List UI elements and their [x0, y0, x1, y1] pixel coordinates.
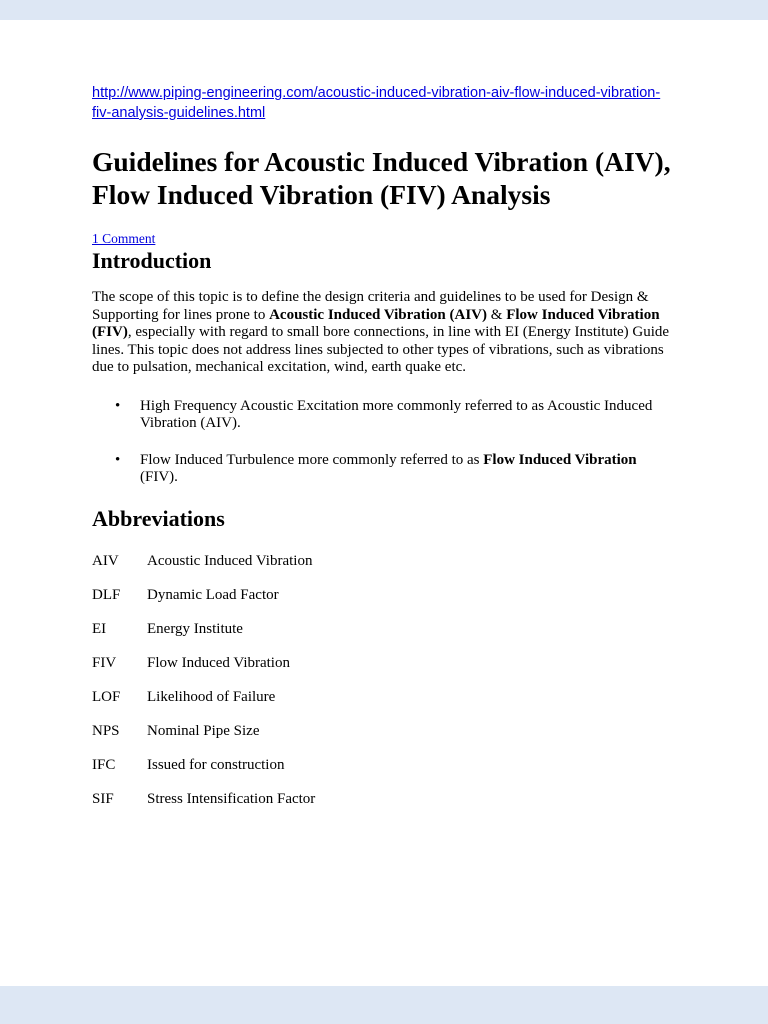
bullet-text-part: (FIV). [140, 469, 178, 485]
abbreviation-key: EI [92, 620, 107, 637]
abbreviation-definition: Dynamic Load Factor [147, 586, 279, 603]
comments-link[interactable]: 1 Comment [92, 231, 156, 246]
abbreviation-key: DLF [92, 586, 121, 603]
abbreviation-definition: Nominal Pipe Size [147, 722, 260, 739]
introduction-heading: Introduction [92, 248, 212, 273]
abbreviation-row [92, 723, 677, 740]
abbreviation-key: NPS [92, 722, 120, 739]
abbreviation-row [92, 655, 677, 672]
bullet-text-part: High Frequency Acoustic Excitation more commonly referred to as Acoustic Induced Vibration (AIV). [140, 397, 653, 431]
bullet-icon: • [115, 451, 121, 468]
paragraph-bold-aiv: Acoustic Induced Vibration (AIV) [269, 306, 488, 323]
abbreviation-key: AIV [92, 552, 119, 569]
abbreviation-row [92, 621, 677, 638]
paragraph-text-2: & [487, 306, 507, 323]
abbreviation-definition: Acoustic Induced Vibration [147, 552, 313, 569]
bullet-list [92, 398, 677, 487]
viewer-background-top [0, 0, 768, 20]
abbreviations-heading: Abbreviations [92, 505, 225, 531]
abbreviation-key: FIV [92, 654, 117, 671]
source-url-link[interactable]: http://www.piping-engineering.com/acoustic-induced-vibration-aiv-flow-induced-vibration-fiv-analysis-guidelines.html [92, 85, 661, 121]
bullet-text [140, 398, 677, 433]
abbreviation-row [92, 587, 677, 604]
paragraph-text-1: The scope of this topic is to define the design criteria and guidelines to be used for Design & Supporting for lines prone to [92, 289, 649, 323]
abbreviations-list [92, 553, 677, 808]
document-title: Guidelines for Acoustic Induced Vibration (AIV), Flow Induced Vibration (FIV) Analysis [92, 146, 671, 210]
abbreviation-definition: Likelihood of Failure [147, 688, 276, 705]
abbreviation-row [92, 689, 677, 706]
bullet-text [140, 452, 677, 487]
bullet-text-bold: Flow Induced Vibration [483, 451, 637, 468]
abbreviation-definition: Flow Induced Vibration [147, 654, 290, 671]
abbreviation-definition: Stress Intensification Factor [147, 790, 316, 807]
abbreviation-key: SIF [92, 790, 114, 807]
abbreviation-row [92, 757, 677, 774]
introduction-paragraph [92, 289, 677, 377]
abbreviation-definition: Issued for construction [147, 756, 285, 773]
viewer-background-bottom [0, 986, 768, 1024]
list-item [92, 452, 677, 487]
paragraph-bold-fiv: Flow Induced Vibration (FIV) [92, 306, 660, 340]
document-page [0, 20, 768, 986]
bullet-text-part: Flow Induced Turbulence more commonly referred to as [140, 451, 484, 468]
abbreviation-definition: Energy Institute [147, 620, 243, 637]
list-item [92, 398, 677, 433]
abbreviation-key: IFC [92, 756, 116, 773]
abbreviation-row [92, 553, 677, 570]
bullet-icon: • [115, 397, 121, 414]
paragraph-text-3: , especially with regard to small bore connections, in line with EI (Energy Institute) Guide lines. This topic does not address lines subjected to other types of vibrations, such as vibrations due to pulsation, mechanical excitation, wind, earth quake etc. [92, 324, 670, 375]
abbreviation-key: LOF [92, 688, 121, 705]
abbreviation-row [92, 791, 677, 808]
